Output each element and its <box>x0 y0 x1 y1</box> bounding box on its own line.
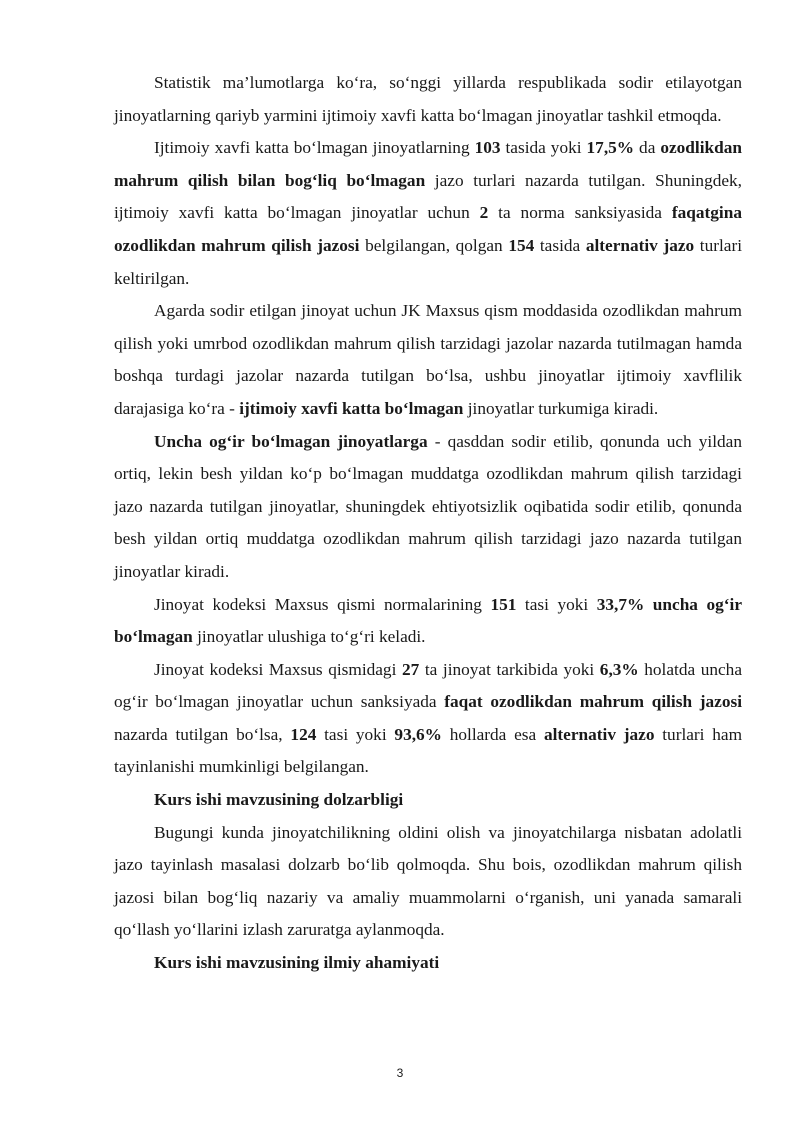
text: tasi yoki <box>516 594 597 614</box>
text: jinoyatlar ulushiga to‘g‘ri keladi. <box>192 627 426 647</box>
text: nazarda tutilgan bo‘lsa, <box>114 724 291 744</box>
text: tasi yoki <box>316 724 395 744</box>
heading-relevance: Kurs ishi mavzusining dolzarbligi <box>154 790 404 810</box>
paragraph-statistics <box>114 67 742 132</box>
text: belgilangan, qolgan <box>359 235 509 255</box>
emphasis: 17,5% <box>586 138 635 158</box>
emphasis: alternativ jazo <box>543 724 655 744</box>
emphasis: alternativ jazo <box>585 235 695 255</box>
emphasis: ijtimoiy xavfi katta bo‘lmagan <box>239 398 464 418</box>
emphasis: 154 <box>508 235 535 255</box>
emphasis: 6,3% <box>599 659 639 679</box>
text: turlari keltirilgan. <box>114 235 743 288</box>
text: Jinoyat kodeksi Maxsus qismidagi <box>154 659 402 679</box>
text: - qasddan sodir etilib, qonunda uch yildan ortiq, lekin besh yildan ko‘p bo‘lmagan muddatga ozodlikdan mahrum qilish tarzidagi jazo nazarda tutilgan jinoyatlar, shuningdek ehtiyotsizlik oqibatida sodir etilib, qonunda besh yildan ortiq muddatga ozodlikdan mahrum qilish tarzidagi jazo nazarda tutilgan jinoyatlar kiradi. <box>114 431 742 581</box>
paragraph-non-grave-crimes <box>114 132 742 295</box>
text: Agarda sodir etilgan jinoyat uchun JK Maxsus qism moddasida ozodlikdan mahrum qilish yoki umrbod ozodlikdan mahrum qilish tarzidagi jazolar nazarda tutilmagan hamda boshqa turdagi jazolar nazarda tutilgan bo‘lsa, ushbu jinoyatlar ijtimoiy xavflilik darajasiga ko‘ra - <box>114 301 742 418</box>
text: Jinoyat kodeksi Maxsus qismi normalarining <box>154 594 491 614</box>
paragraph-relevance <box>114 817 742 947</box>
emphasis: 2 <box>479 203 489 223</box>
emphasis: faqat ozodlikdan mahrum qilish jazosi <box>444 692 743 712</box>
text: hollarda esa <box>441 724 544 744</box>
text: holatda uncha og‘ir bo‘lmagan jinoyatlar uchun sanksiyada <box>114 659 742 712</box>
text: tasida <box>534 235 586 255</box>
text: tasida yoki <box>500 138 587 158</box>
emphasis: 103 <box>474 138 501 158</box>
document-page <box>114 67 742 980</box>
emphasis: 124 <box>290 724 317 744</box>
paragraph-less-grave-sanctions <box>114 654 742 784</box>
text: jazo turlari nazarda tutilgan. Shuningdek, ijtimoiy xavfi katta bo‘lmagan jinoyatlar uchun <box>114 170 742 223</box>
paragraph-classification <box>114 295 742 425</box>
text: ta norma sanksiyasida <box>488 203 672 223</box>
paragraph-less-grave-share <box>114 589 742 654</box>
text: turlari ham tayinlanishi mumkinligi belgilangan. <box>114 724 743 777</box>
emphasis: ozodlikdan mahrum qilish bilan bog‘liq bo‘lmagan <box>114 138 742 190</box>
text: Bugungi kunda jinoyatchilikning oldini olish va jinoyatchilarga nisbatan adolatli jazo tayinlash masalasi dolzarb bo‘lib qolmoqda. Shu bois, ozodlikdan mahrum qilish jazosi bilan bog‘liq nazariy va amaliy muammolarni o‘rganish, uni yanada samarali qo‘llash yo‘llarini izlash zaruratga aylanmoqda. <box>114 822 742 940</box>
emphasis: 93,6% <box>394 724 442 744</box>
text: ta jinoyat tarkibida yoki <box>419 659 600 679</box>
emphasis: 33,7% uncha og‘ir bo‘lmagan <box>114 594 742 647</box>
page-number: 3 <box>396 1066 404 1080</box>
emphasis: 151 <box>490 594 517 614</box>
paragraph-less-grave-definition <box>114 426 742 589</box>
text: Statistik ma’lumotlarga ko‘ra, so‘nggi yillarda respublikada sodir etilayotgan jinoyatlarning qariyb yarmini ijtimoiy xavfi katta bo‘lmagan jinoyatlar tashkil etmoqda. <box>114 73 742 125</box>
emphasis: faqatgina ozodlikdan mahrum qilish jazosi <box>114 203 742 255</box>
text: Ijtimoiy xavfi katta bo‘lmagan jinoyatlarning <box>154 138 475 158</box>
emphasis: 27 <box>401 659 420 679</box>
emphasis: Uncha og‘ir bo‘lmagan jinoyatlarga <box>154 431 428 451</box>
text: da <box>634 138 661 158</box>
heading-scientific-significance: Kurs ishi mavzusining ilmiy ahamiyati <box>154 953 440 973</box>
text: jinoyatlar turkumiga kiradi. <box>463 398 659 418</box>
